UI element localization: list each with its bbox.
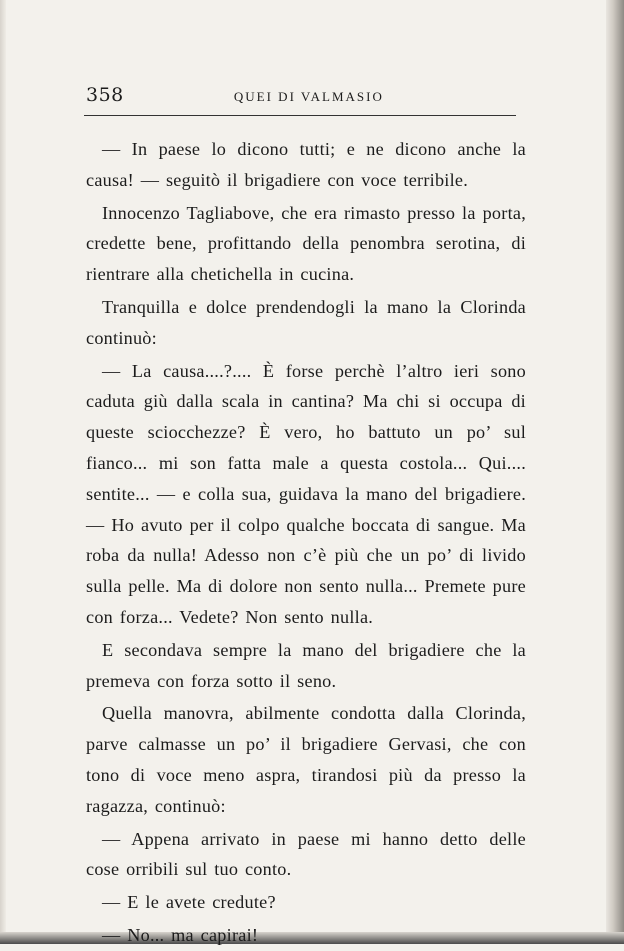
page-number: 358 xyxy=(86,84,124,106)
header-rule xyxy=(84,115,516,116)
paragraph: Innocenzo Tagliabove, che era rimasto presso la porta, credette bene, profittando della penombra serotina, di rientrare alla chetichella in cucina. xyxy=(86,202,526,285)
scan-binding-edge xyxy=(606,0,624,944)
body-text xyxy=(86,134,526,951)
paragraph: Quella manovra, abilmente condotta dalla Clorinda, parve calmasse un po’ il brigadiere Gervasi, che con tono di voce meno aspra, tirandosi più da presso la ragazza, continuò: xyxy=(86,703,526,816)
paragraph: Tranquilla e dolce prendendogli la mano la Clorinda continuò: xyxy=(86,296,526,348)
paragraph: — E le avete credute? xyxy=(102,892,276,913)
page-header xyxy=(86,84,526,106)
paragraph: — No... ma capirai! xyxy=(102,924,259,945)
paragraph: — In paese lo dicono tutti; e ne dicono anche la causa! — seguitò il brigadiere con voce terribile. xyxy=(86,139,526,190)
paragraph: E secondava sempre la mano del brigadiere che la premeva con forza sotto il seno. xyxy=(86,639,526,691)
book-page xyxy=(86,84,526,951)
paragraph: — Appena arrivato in paese mi hanno detto delle cose orribili sul tuo conto. xyxy=(86,828,526,880)
paragraph: — La causa....?.... È forse perchè l’altro ieri sono caduta giù dalla scala in cantina? Ma chi si occupa di queste sciocchezze? È vero, ho battuto un po’ sul fianco... mi son fatta male a questa costola... Qui.... sentite... — e colla sua, guidava la mano del brigadiere. — Ho avuto per il colpo qualche boccata di sangue. Ma roba da nulla! Adesso non c’è più che un po’ di livido sulla pelle. Ma di dolore non sento nulla... Premete pure con forza... Vedete? Non sento nulla. xyxy=(86,360,526,627)
running-title: QUEI DI VALMASIO xyxy=(233,89,384,104)
scan-left-margin xyxy=(0,0,6,944)
